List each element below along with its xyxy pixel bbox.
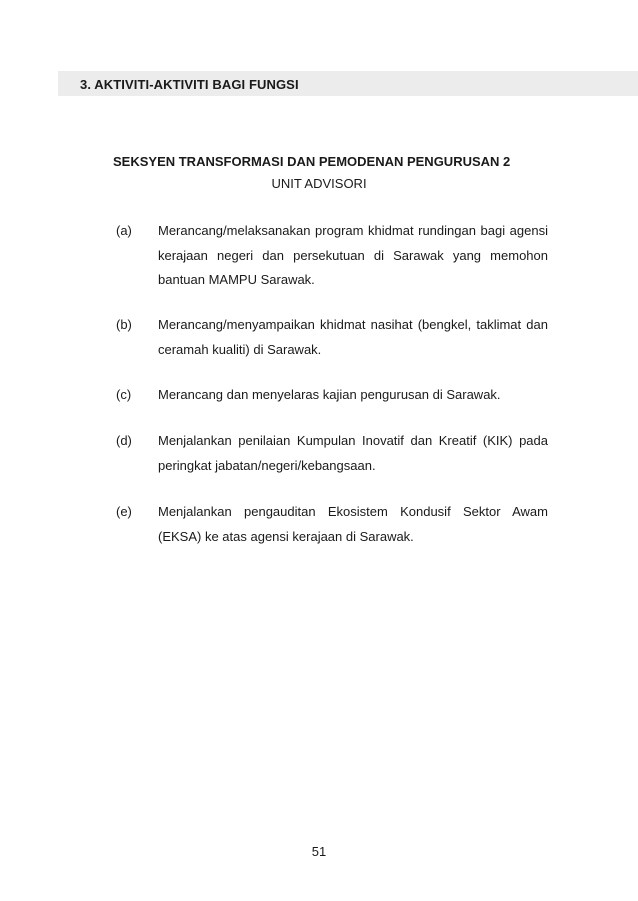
list-item-label: (a) (116, 223, 132, 238)
list-item-text: Merancang dan menyelaras kajian pengurusan di Sarawak. (158, 387, 501, 402)
list-item-label: (e) (116, 504, 132, 519)
unit-subtitle: UNIT ADVISORI (271, 176, 367, 191)
list-item-c (116, 383, 548, 408)
list-item-label: (d) (116, 433, 132, 448)
list-item-d (116, 429, 548, 478)
list-item-e (116, 500, 548, 549)
list-item-text: Menjalankan penilaian Kumpulan Inovatif dan Kreatif (KIK) pada peringkat jabatan/negeri/kebangsaan. (158, 433, 548, 473)
list-item-a (116, 219, 548, 293)
list-item-label: (c) (116, 387, 132, 402)
section-title: 3. AKTIVITI-AKTIVITI BAGI FUNGSI (80, 77, 299, 92)
unit-title: SEKSYEN TRANSFORMASI DAN PEMODENAN PENGURUSAN 2 (113, 154, 511, 169)
list-item-b (116, 313, 548, 362)
list-item-text: Merancang/menyampaikan khidmat nasihat (bengkel, taklimat dan ceramah kualiti) di Sarawak. (158, 317, 548, 357)
list-item-text: Menjalankan pengauditan Ekosistem Kondusif Sektor Awam (EKSA) ke atas agensi kerajaan di Sarawak. (158, 504, 548, 544)
list-item-label: (b) (116, 317, 132, 332)
list-item-text: Merancang/melaksanakan program khidmat rundingan bagi agensi kerajaan negeri dan persekutuan di Sarawak yang memohon bantuan MAMPU Sarawak. (158, 223, 548, 287)
page-number: 51 (311, 844, 327, 859)
